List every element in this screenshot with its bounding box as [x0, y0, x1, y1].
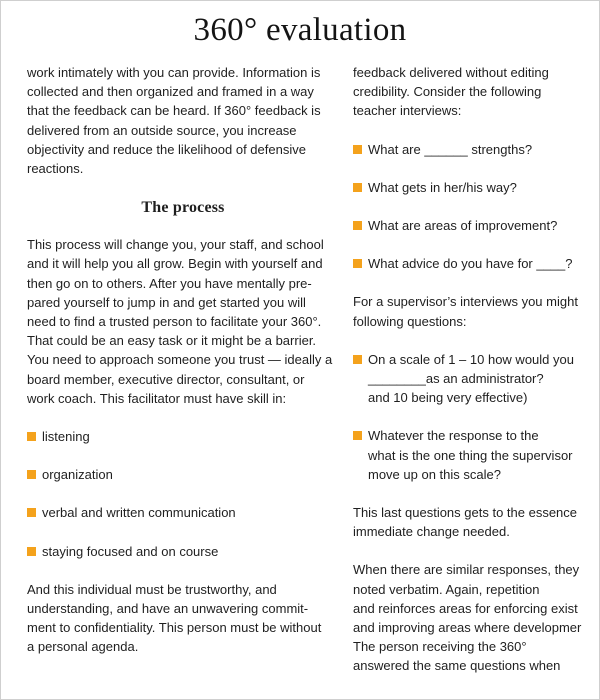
text-line: and improving areas where developmer: [353, 620, 582, 636]
square-bullet-icon: [353, 355, 362, 364]
left-column: [27, 63, 339, 657]
supervisor-intro-paragraph: [353, 292, 598, 330]
essence-paragraph: [353, 503, 598, 541]
text-line: collected and then organized and framed in a way: [27, 84, 314, 100]
list-item: What advice do you have for ____?: [353, 254, 598, 273]
text-line: work intimately with you can provide. Information is: [27, 65, 321, 80]
text-line: delivered from an outside source, you increase: [27, 122, 297, 138]
text-line: That could be an easy task or it might be a barrier.: [27, 333, 317, 349]
square-bullet-icon: [27, 508, 36, 517]
text-line: following questions:: [353, 313, 467, 329]
square-bullet-icon: [27, 432, 36, 441]
list-item: On a scale of 1 – 10 how would you ________as an administrator? and 10 being very effective): [353, 350, 598, 408]
text-line: a personal agenda.: [27, 639, 139, 655]
list-item: Whatever the response to the what is the one thing the supervisor move up on this scale?: [353, 426, 598, 484]
text-line: then go on to others. After you have mentally pre-: [27, 275, 312, 291]
text-line: answered the same questions when: [353, 658, 561, 674]
intro-paragraph: [27, 63, 339, 178]
closing-paragraph: [27, 580, 339, 657]
text-line: teacher interviews:: [353, 103, 462, 119]
list-item: verbal and written communication: [27, 503, 339, 522]
text-line: ment to confidentiality. This person must be without: [27, 620, 322, 636]
square-bullet-icon: [353, 183, 362, 192]
square-bullet-icon: [27, 470, 36, 479]
process-paragraph: [27, 235, 339, 408]
text-line: and it will help you all grow. Begin with yourself and: [27, 256, 323, 272]
text-line: and reinforces areas for enforcing exist: [353, 600, 578, 616]
text-line: that the feedback can be heard. If 360° feedback is: [27, 103, 321, 119]
square-bullet-icon: [353, 259, 362, 268]
text-line: And this individual must be trustworthy, and: [27, 581, 277, 597]
square-bullet-icon: [353, 431, 362, 440]
right-intro-paragraph: [353, 63, 598, 121]
right-column: [353, 63, 598, 676]
text-line: need to find a trusted person to facilitate your 360°.: [27, 314, 322, 330]
text-line: understanding, and have an unwavering commit-: [27, 601, 309, 617]
text-line: work coach. This facilitator must have skill in:: [27, 390, 287, 406]
text-line: immediate change needed.: [353, 524, 510, 540]
similar-responses-paragraph: [353, 560, 598, 675]
text-line: You need to approach someone you trust — ideally a: [27, 352, 333, 368]
list-item: organization: [27, 465, 339, 484]
text-line: This process will change you, your staff, and school: [27, 237, 324, 253]
list-item: What gets in her/his way?: [353, 178, 598, 197]
page-title: 360° evaluation: [193, 12, 407, 48]
text-line: feedback delivered without editing: [353, 65, 549, 80]
text-line: credibility. Consider the following: [353, 84, 542, 100]
list-item: What are ______ strengths?: [353, 140, 598, 159]
text-line: objectivity and reduce the likelihood of defensive: [27, 141, 306, 157]
text-line: When there are similar responses, they: [353, 562, 580, 578]
skills-list: [27, 427, 339, 561]
list-item: listening: [27, 427, 339, 446]
text-line: board member, executive director, consultant, or: [27, 371, 305, 387]
text-line: pared yourself to jump in and get started you will: [27, 294, 306, 310]
text-line: reactions.: [27, 161, 84, 177]
text-line: For a supervisor’s interviews you might: [353, 294, 578, 310]
list-item: What are areas of improvement?: [353, 216, 598, 235]
square-bullet-icon: [353, 221, 362, 230]
list-item: staying focused and on course: [27, 542, 339, 561]
teacher-questions-list: [353, 140, 598, 274]
text-line: This last questions gets to the essence: [353, 505, 578, 521]
square-bullet-icon: [353, 145, 362, 154]
text-line: noted verbatim. Again, repetition: [353, 581, 540, 597]
text-line: The person receiving the 360°: [353, 639, 527, 655]
section-heading-process: The process: [141, 199, 225, 217]
square-bullet-icon: [27, 547, 36, 556]
supervisor-questions-list: [353, 350, 598, 484]
